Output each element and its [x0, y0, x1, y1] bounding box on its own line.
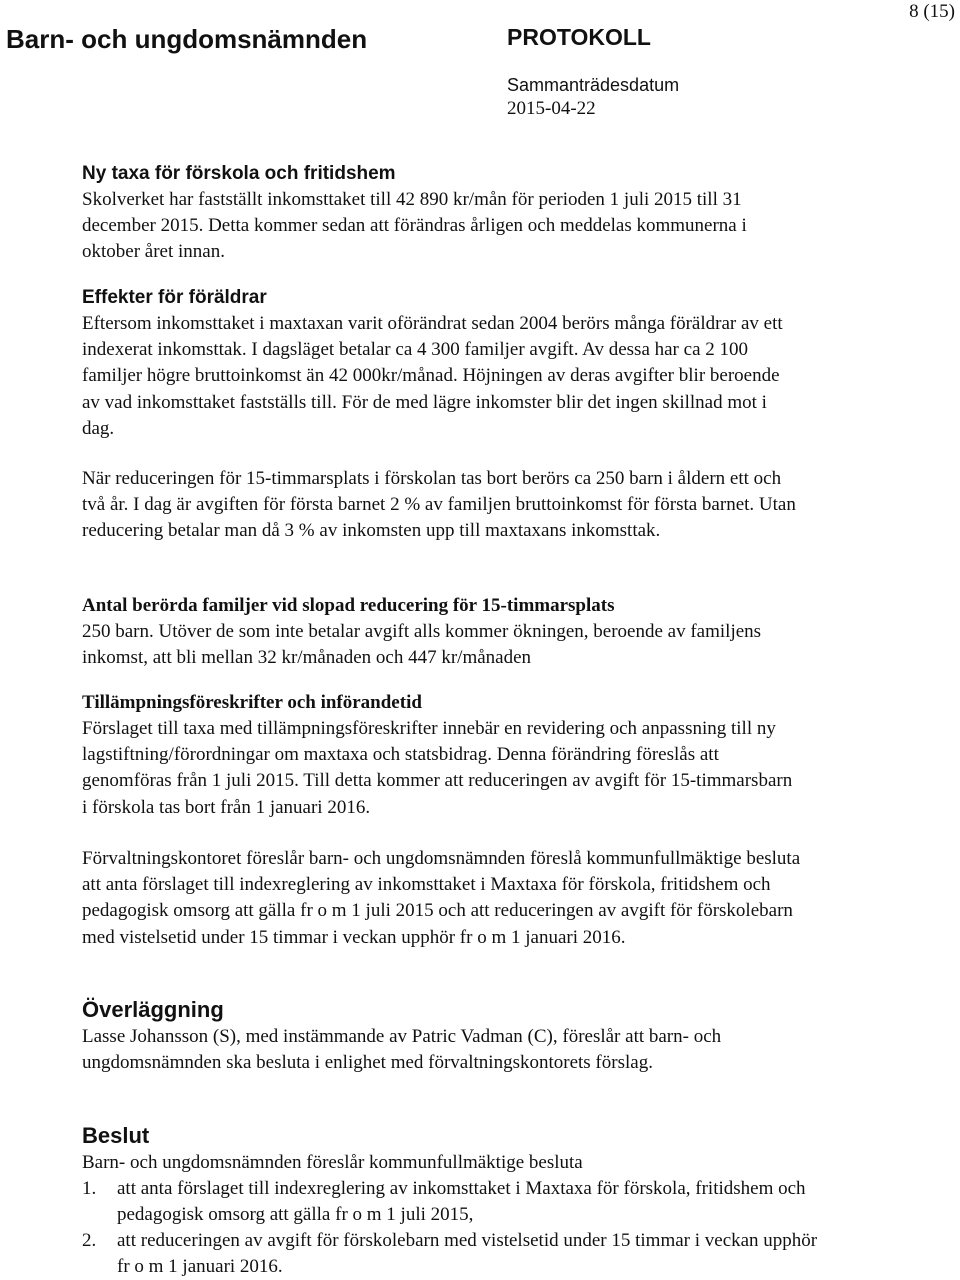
section-effects-for-parents — [82, 285, 802, 442]
section-heading: Beslut — [82, 1123, 150, 1148]
section-heading: Tillämpningsföreskrifter och införandetid — [82, 692, 422, 713]
section-heading: Överläggning — [82, 997, 224, 1022]
decision-intro: Barn- och ungdomsnämnden föreslår kommunfullmäktige besluta — [82, 1152, 583, 1173]
paragraph: Förvaltningskontoret föreslår barn- och ungdomsnämnden föreslå kommunfullmäktige besluta att anta förslaget till indexreglering av inkomsttaket i Maxtaxa för förskola, fritidshem och pedagogisk omsorg att gälla fr o m 1 juli 2015 och att reduceringen av avgift för förskolebarn med vistelsetid under 15 timmar i veckan upphör fr o m 1 januari 2016. — [82, 848, 801, 948]
paragraph: Eftersom inkomsttaket i maxtaxan varit oförändrat sedan 2004 berörs många föräldrar av ett indexerat inkomsttak. I dagsläget betalar ca 4 300 familjer avgift. Av dessa har ca 2 100 familjer högre bruttoinkomst än 42 000kr/månad. Höjningen av deras avgifter blir beroende av vad inkomsttaket fastställs till. För de med lägre inkomster blir det ingen skillnad mot i dag. — [82, 313, 783, 439]
decision-item-number: 2. — [82, 1230, 97, 1251]
section-implementation — [82, 690, 802, 821]
section-decision — [82, 1122, 822, 1280]
section-administration-proposal — [82, 846, 802, 951]
section-deliberation — [82, 996, 802, 1076]
document-type: PROTOKOLL — [507, 24, 651, 50]
decision-item-text: att reduceringen av avgift för förskolebarn med vistelsetid under 15 timmar i veckan upphör fr o m 1 januari 2016. — [117, 1230, 818, 1277]
paragraph: När reduceringen för 15-timmarsplats i förskolan tas bort berörs ca 250 barn i åldern ett och två år. I dag är avgiften för första barnet 2 % av familjen bruttoinkomst för första barnet. Utan reducering betalar man då 3 % av inkomsten upp till maxtaxans inkomsttak. — [82, 468, 796, 542]
section-heading: Effekter för föräldrar — [82, 287, 267, 308]
decision-item-number: 1. — [82, 1178, 97, 1199]
paragraph: Skolverket har fastställt inkomsttaket till 42 890 kr/mån för perioden 1 juli 2015 till 31 december 2015. Detta kommer sedan att förändras årligen och meddelas kommunerna i oktober året innan. — [82, 189, 747, 263]
organization-name: Barn- och ungdomsnämnden — [6, 24, 368, 54]
paragraph: 250 barn. Utöver de som inte betalar avgift alls kommer ökningen, beroende av familjens inkomst, att bli mellan 32 kr/månaden och 447 kr/månaden — [82, 621, 762, 669]
section-affected-families — [82, 593, 802, 671]
decision-item — [82, 1176, 822, 1228]
paragraph: Förslaget till taxa med tillämpningsföreskrifter innebär en revidering och anpassning till ny lagstiftning/förordningar om maxtaxa och statsbidrag. Denna förändring föreslås att genomföras från 1 juli 2015. Till detta kommer att reduceringen av avgift för 15-timmarsbarn i förskola tas bort från 1 januari 2016. — [82, 718, 793, 818]
meeting-date-label: Sammanträdesdatum — [507, 75, 680, 95]
meeting-date: 2015-04-22 — [507, 98, 596, 119]
decision-item — [82, 1228, 822, 1280]
decision-item-text: att anta förslaget till indexreglering av inkomsttaket i Maxtaxa för förskola, fritidshem och pedagogisk omsorg att gälla fr o m 1 juli 2015, — [117, 1178, 806, 1225]
page-number: 8 (15) — [909, 1, 955, 22]
section-new-tariff — [82, 161, 802, 266]
section-heading: Antal berörda familjer vid slopad reducering för 15-timmarsplats — [82, 595, 615, 616]
section-effects-paragraph-2 — [82, 466, 802, 545]
section-heading: Ny taxa för förskola och fritidshem — [82, 163, 396, 184]
paragraph: Lasse Johansson (S), med instämmande av Patric Vadman (C), föreslår att barn- och ungdomsnämnden ska besluta i enlighet med förvaltningskontorets förslag. — [82, 1026, 722, 1074]
